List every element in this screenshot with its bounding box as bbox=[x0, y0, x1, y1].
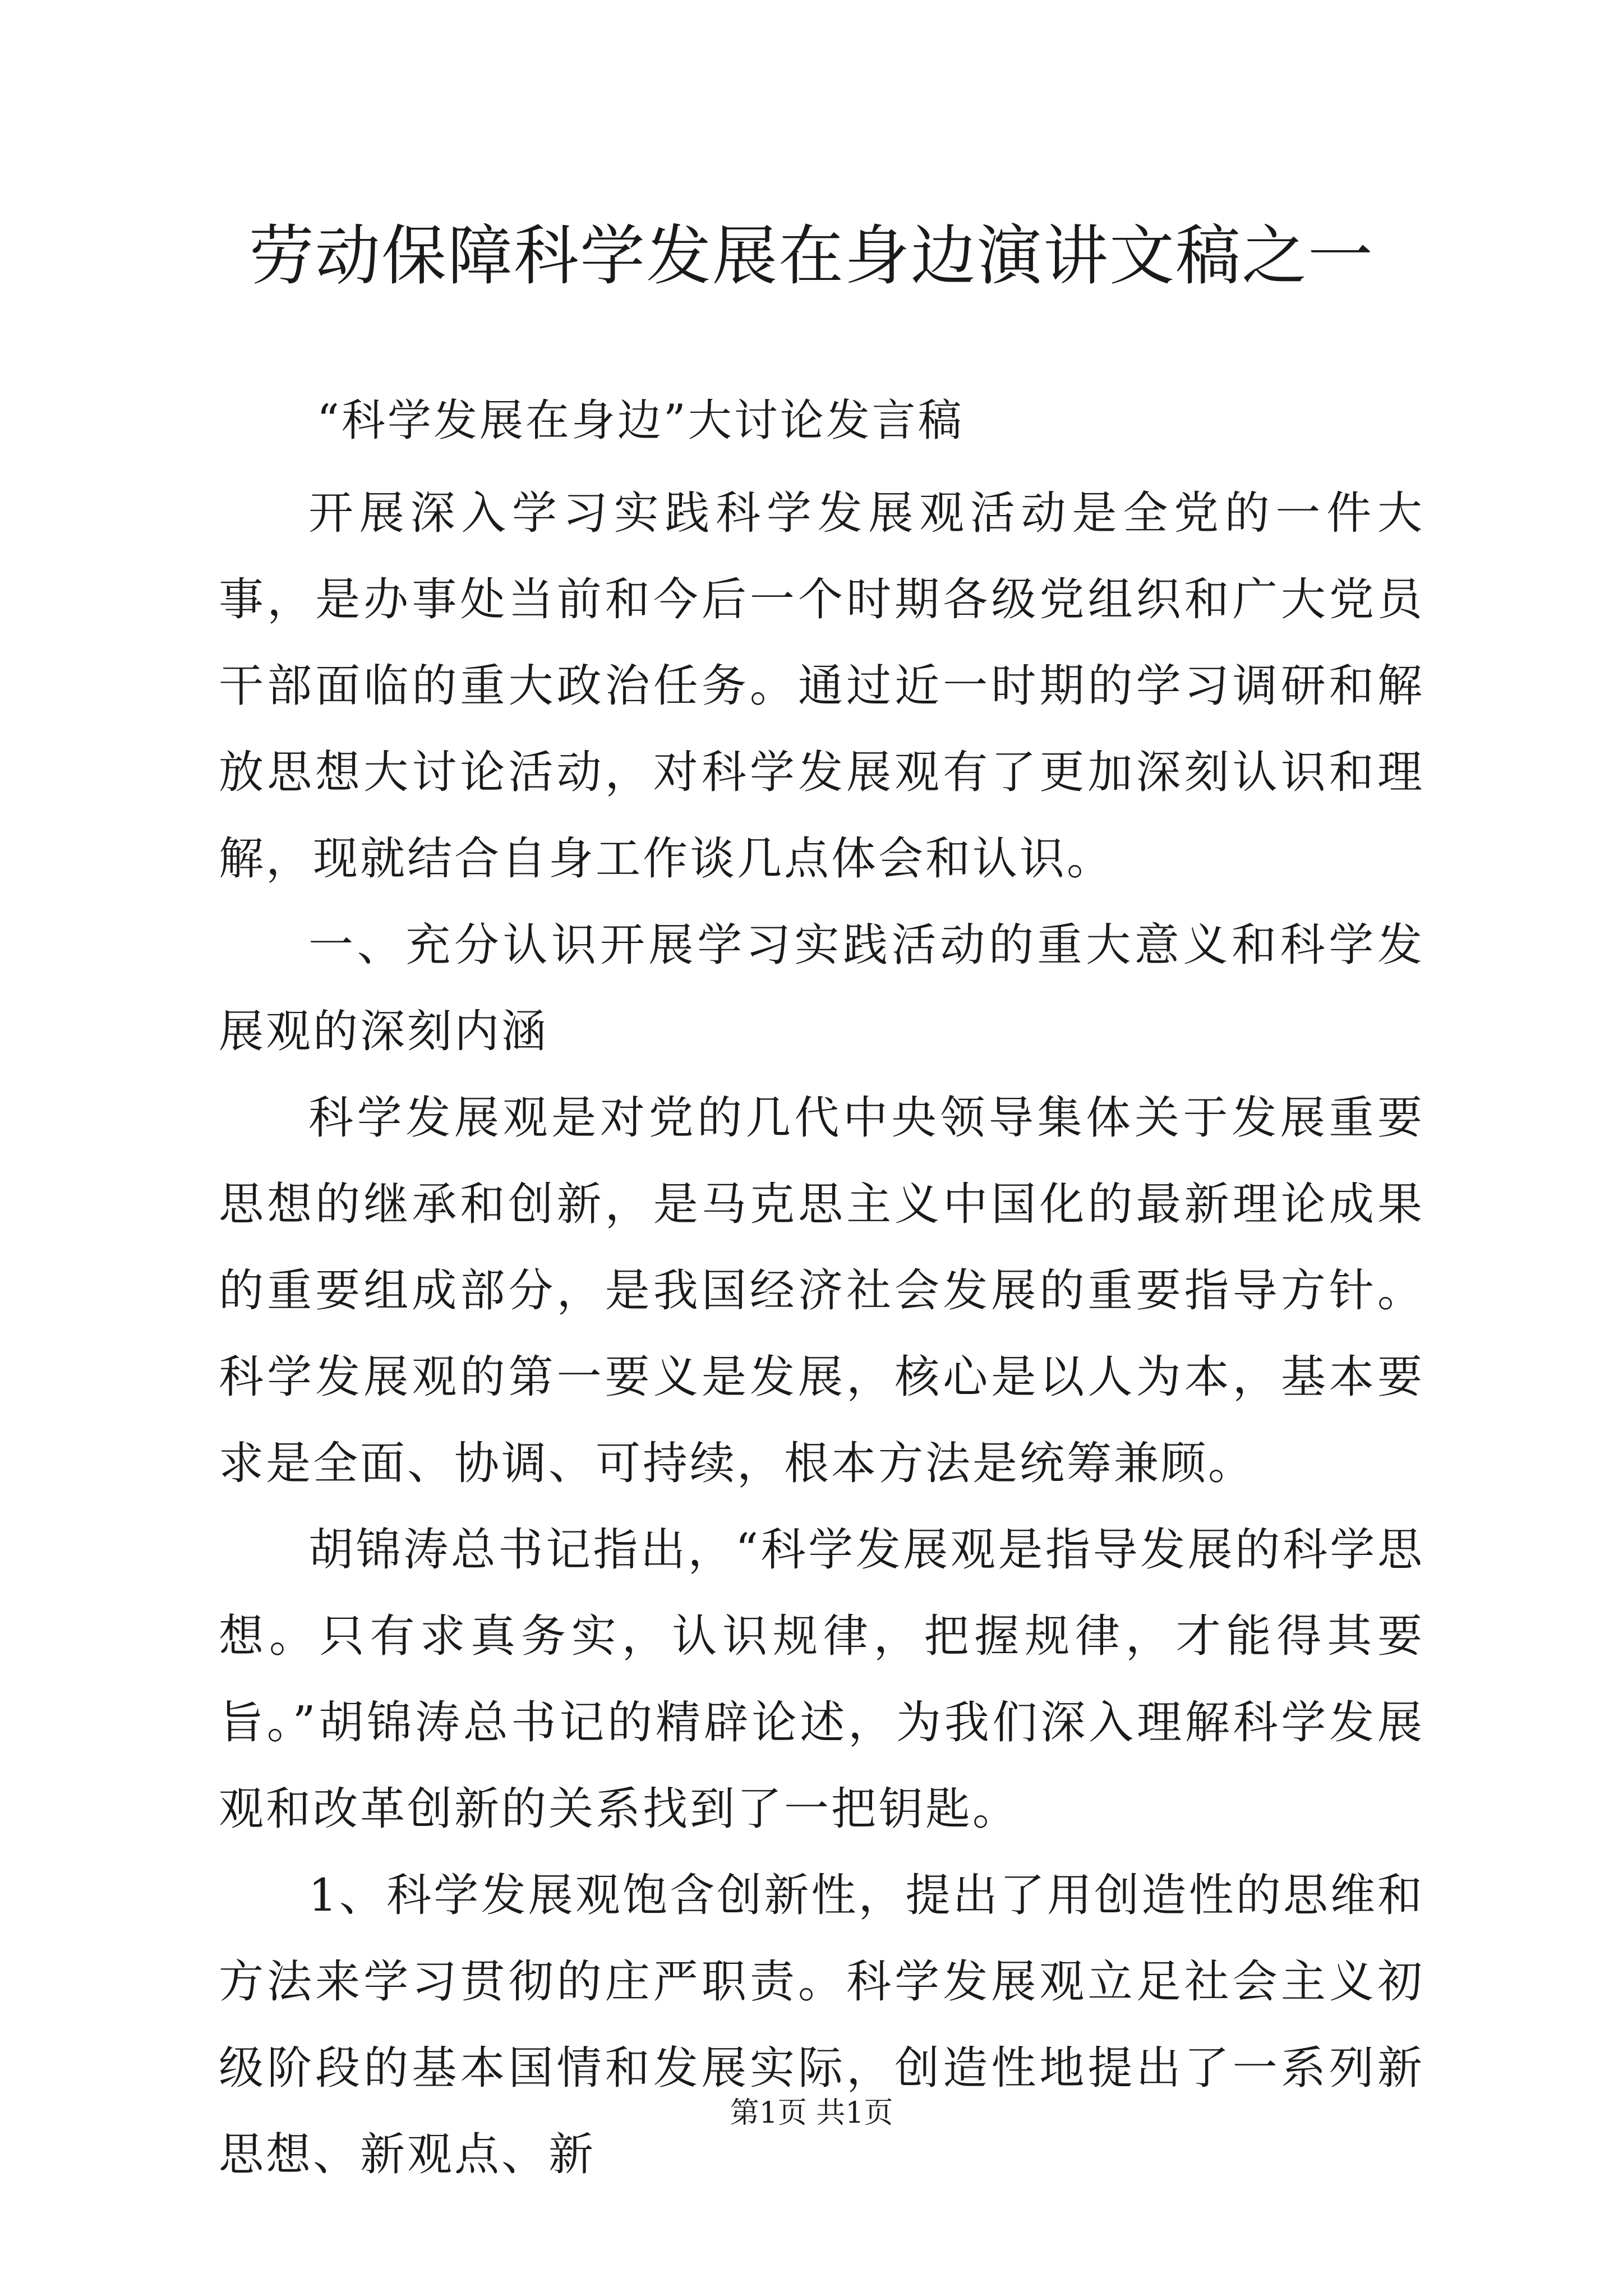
paragraph: 1、科学发展观饱含创新性，提出了用创造性的思维和方法来学习贯彻的庄严职责。科学发展观立足社会主义初级阶段的基本国情和发展实际，创造性地提出了一系列新思想、新观点、新 bbox=[219, 1869, 1424, 2180]
section-heading: 一、充分认识开展学习实践活动的重大意义和科学发展观的深刻内涵 bbox=[219, 919, 1424, 1057]
paragraph: 开展深入学习实践科学发展观活动是全党的一件大事，是办事处当前和今后一个时期各级党组织和广大党员干部面临的重大政治任务。通过近一时期的学习调研和解放思想大讨论活动，对科学发展观有了更加深刻认识和理解，现就结合自身工作谈几点体会和认识。 bbox=[219, 487, 1424, 885]
paragraph: 胡锦涛总书记指出，“科学发展观是指导发展的科学思想。只有求真务实，认识规律，把握规律，才能得其要旨。”胡锦涛总书记的精辟论述，为我们深入理解科学发展观和改革创新的关系找到了一把钥匙。 bbox=[219, 1524, 1424, 1835]
page-footer bbox=[0, 2093, 1623, 2133]
page-number-label: 第1页 共1页 bbox=[730, 2096, 893, 2130]
paragraph: 科学发展观是对党的几代中央领导集体关于发展重要思想的继承和创新，是马克思主义中国化的最新理论成果的重要组成部分，是我国经济社会发展的重要指导方针。科学发展观的第一要义是发展，核心是以人为本，基本要求是全面、协调、可持续，根本方法是统筹兼顾。 bbox=[219, 1092, 1424, 1489]
document-subtitle: “科学发展在身边”大讨论发言稿 bbox=[317, 395, 964, 446]
document-title: 劳动保障科学发展在身边演讲文稿之一 bbox=[249, 218, 1374, 294]
document-body bbox=[219, 470, 1424, 2198]
